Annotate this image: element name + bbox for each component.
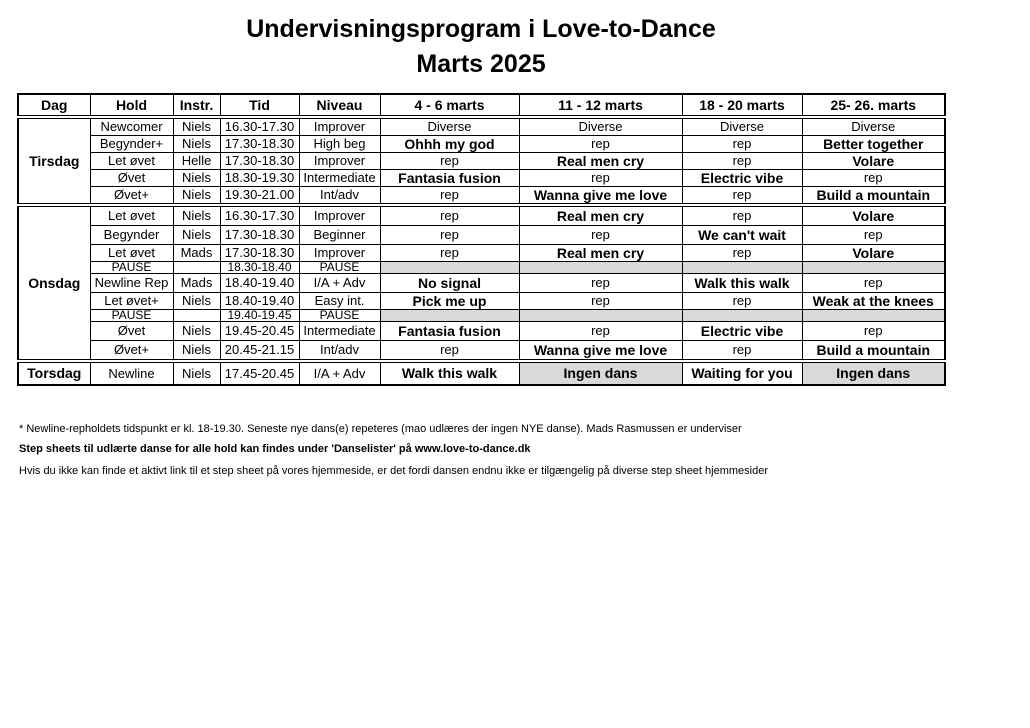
table-cell: 18.30-19.30 — [220, 170, 299, 187]
table-row — [18, 170, 945, 187]
table-row — [18, 117, 945, 136]
table-cell: Niels — [173, 205, 220, 226]
table-cell: 18.40-19.40 — [220, 274, 299, 293]
table-cell: Real men cry — [519, 205, 682, 226]
table-cell: Øvet — [90, 322, 173, 341]
table-cell: rep — [519, 226, 682, 245]
table-row — [18, 136, 945, 153]
table-row — [18, 341, 945, 362]
table-cell: 19.30-21.00 — [220, 187, 299, 206]
table-cell: Fantasia fusion — [380, 170, 519, 187]
table-cell: 18.30-18.40 — [220, 262, 299, 274]
note-newline: * Newline-repholdets tidspunkt er kl. 18-19.30. Seneste nye dans(e) repeteres (mao udlæres der ingen NYE danse). Mads Rasmussen er underviser — [19, 423, 742, 435]
table-cell: Niels — [173, 322, 220, 341]
table-cell: rep — [519, 170, 682, 187]
table-cell: 19.40-19.45 — [220, 310, 299, 322]
table-cell: 17.45-20.45 — [220, 361, 299, 385]
table-cell: Electric vibe — [682, 322, 802, 341]
table-row — [18, 361, 945, 385]
table-cell: Diverse — [802, 117, 945, 136]
table-cell: Electric vibe — [682, 170, 802, 187]
table-cell: Ingen dans — [802, 361, 945, 385]
table-cell: Let øvet — [90, 245, 173, 262]
table-cell: Let øvet+ — [90, 293, 173, 310]
table-cell — [519, 310, 682, 322]
table-cell: Real men cry — [519, 245, 682, 262]
table-cell: Waiting for you — [682, 361, 802, 385]
table-cell: rep — [682, 245, 802, 262]
column-header: 25- 26. marts — [802, 94, 945, 117]
table-cell: rep — [380, 341, 519, 362]
table-cell: Easy int. — [299, 293, 380, 310]
table-cell: Int/adv — [299, 187, 380, 206]
table-cell: 17.30-18.30 — [220, 226, 299, 245]
table-cell: Helle — [173, 153, 220, 170]
table-row — [18, 226, 945, 245]
note-step-sheets: Step sheets til udlærte danse for alle hold kan findes under 'Danselister' på www.love-to-dance.dk — [19, 443, 531, 455]
table-cell: Intermediate — [299, 322, 380, 341]
table-cell: Better together — [802, 136, 945, 153]
table-cell: Niels — [173, 361, 220, 385]
table-cell: Newline Rep — [90, 274, 173, 293]
table-cell: Mads — [173, 274, 220, 293]
table-cell: rep — [380, 226, 519, 245]
table-cell: Ingen dans — [519, 361, 682, 385]
table-cell: Pick me up — [380, 293, 519, 310]
table-cell: rep — [519, 274, 682, 293]
table-cell: rep — [682, 341, 802, 362]
table-cell: rep — [682, 187, 802, 206]
table-cell: Niels — [173, 170, 220, 187]
day-tirsdag: Tirsdag — [18, 117, 90, 205]
column-header: Tid — [220, 94, 299, 117]
table-cell: Newline — [90, 361, 173, 385]
table-cell: I/A + Adv — [299, 361, 380, 385]
table-row — [18, 310, 945, 322]
table-cell — [519, 262, 682, 274]
table-cell: PAUSE — [299, 262, 380, 274]
table-cell: Volare — [802, 205, 945, 226]
table-cell — [682, 262, 802, 274]
column-header: 11 - 12 marts — [519, 94, 682, 117]
table-cell: 17.30-18.30 — [220, 136, 299, 153]
column-header: Dag — [18, 94, 90, 117]
table-row — [18, 205, 945, 226]
table-cell: Begynder+ — [90, 136, 173, 153]
table-cell: Øvet+ — [90, 341, 173, 362]
table-cell: Niels — [173, 117, 220, 136]
table-row — [18, 245, 945, 262]
table-cell: rep — [682, 153, 802, 170]
table-cell: Beginner — [299, 226, 380, 245]
note-missing-link: Hvis du ikke kan finde et aktivt link til et step sheet på vores hjemmeside, er det fordi dansen endnu ikke er tilgængelig på diverse step sheet hjemmesider — [19, 465, 769, 477]
table-cell: Real men cry — [519, 153, 682, 170]
table-cell: Improver — [299, 153, 380, 170]
table-cell: rep — [802, 274, 945, 293]
table-cell: Niels — [173, 226, 220, 245]
table-cell: Volare — [802, 245, 945, 262]
table-cell — [380, 310, 519, 322]
column-header: 4 - 6 marts — [380, 94, 519, 117]
table-cell: Ohhh my god — [380, 136, 519, 153]
table-cell: rep — [802, 322, 945, 341]
table-cell: Build a mountain — [802, 187, 945, 206]
table-row — [18, 153, 945, 170]
table-cell: rep — [380, 153, 519, 170]
header-row — [18, 94, 945, 117]
table-cell: Walk this walk — [682, 274, 802, 293]
table-cell — [802, 310, 945, 322]
column-header: Niveau — [299, 94, 380, 117]
table-cell: Walk this walk — [380, 361, 519, 385]
day-onsdag: Onsdag — [18, 205, 90, 361]
schedule-table — [17, 93, 946, 386]
table-cell: 17.30-18.30 — [220, 245, 299, 262]
table-cell: rep — [802, 170, 945, 187]
table-cell: rep — [380, 187, 519, 206]
table-row — [18, 274, 945, 293]
page-subtitle: Marts 2025 — [416, 50, 546, 78]
table-cell: Diverse — [380, 117, 519, 136]
table-row — [18, 262, 945, 274]
table-cell: 19.45-20.45 — [220, 322, 299, 341]
table-cell: Niels — [173, 136, 220, 153]
table-cell: Begynder — [90, 226, 173, 245]
table-cell: Niels — [173, 341, 220, 362]
table-cell: 16.30-17.30 — [220, 205, 299, 226]
table-cell — [682, 310, 802, 322]
table-cell: Improver — [299, 117, 380, 136]
table-cell: rep — [380, 205, 519, 226]
table-cell: rep — [519, 322, 682, 341]
table-cell: 20.45-21.15 — [220, 341, 299, 362]
table-cell: rep — [519, 136, 682, 153]
table-cell: Øvet — [90, 170, 173, 187]
table-cell: PAUSE — [90, 310, 173, 322]
table-cell — [173, 262, 220, 274]
table-cell — [173, 310, 220, 322]
table-cell: I/A + Adv — [299, 274, 380, 293]
table-cell: Int/adv — [299, 341, 380, 362]
table-cell: Diverse — [682, 117, 802, 136]
table-cell: Let øvet — [90, 205, 173, 226]
page-title: Undervisningsprogram i Love-to-Dance — [246, 15, 716, 43]
table-cell: 16.30-17.30 — [220, 117, 299, 136]
table-cell: Niels — [173, 293, 220, 310]
table-cell: Volare — [802, 153, 945, 170]
table-cell: Øvet+ — [90, 187, 173, 206]
table-cell: Build a mountain — [802, 341, 945, 362]
table-cell: 17.30-18.30 — [220, 153, 299, 170]
table-cell: rep — [682, 293, 802, 310]
table-cell: rep — [682, 136, 802, 153]
table-cell: Improver — [299, 205, 380, 226]
table-cell: High beg — [299, 136, 380, 153]
table-cell: Intermediate — [299, 170, 380, 187]
day-torsdag: Torsdag — [18, 361, 90, 385]
table-cell: Let øvet — [90, 153, 173, 170]
table-row — [18, 187, 945, 206]
column-header: 18 - 20 marts — [682, 94, 802, 117]
table-cell: Newcomer — [90, 117, 173, 136]
table-cell: rep — [682, 205, 802, 226]
table-cell: Mads — [173, 245, 220, 262]
table-cell — [380, 262, 519, 274]
table-cell: No signal — [380, 274, 519, 293]
column-header: Hold — [90, 94, 173, 117]
table-cell: PAUSE — [90, 262, 173, 274]
table-cell: Diverse — [519, 117, 682, 136]
table-cell: rep — [802, 226, 945, 245]
table-cell: Wanna give me love — [519, 341, 682, 362]
column-header: Instr. — [173, 94, 220, 117]
table-cell: Improver — [299, 245, 380, 262]
table-cell: Niels — [173, 187, 220, 206]
table-cell: rep — [380, 245, 519, 262]
table-cell: We can't wait — [682, 226, 802, 245]
table-row — [18, 293, 945, 310]
table-cell: 18.40-19.40 — [220, 293, 299, 310]
table-cell — [802, 262, 945, 274]
table-cell: Fantasia fusion — [380, 322, 519, 341]
table-cell: Wanna give me love — [519, 187, 682, 206]
table-cell: rep — [519, 293, 682, 310]
table-cell: PAUSE — [299, 310, 380, 322]
table-cell: Weak at the knees — [802, 293, 945, 310]
table-row — [18, 322, 945, 341]
